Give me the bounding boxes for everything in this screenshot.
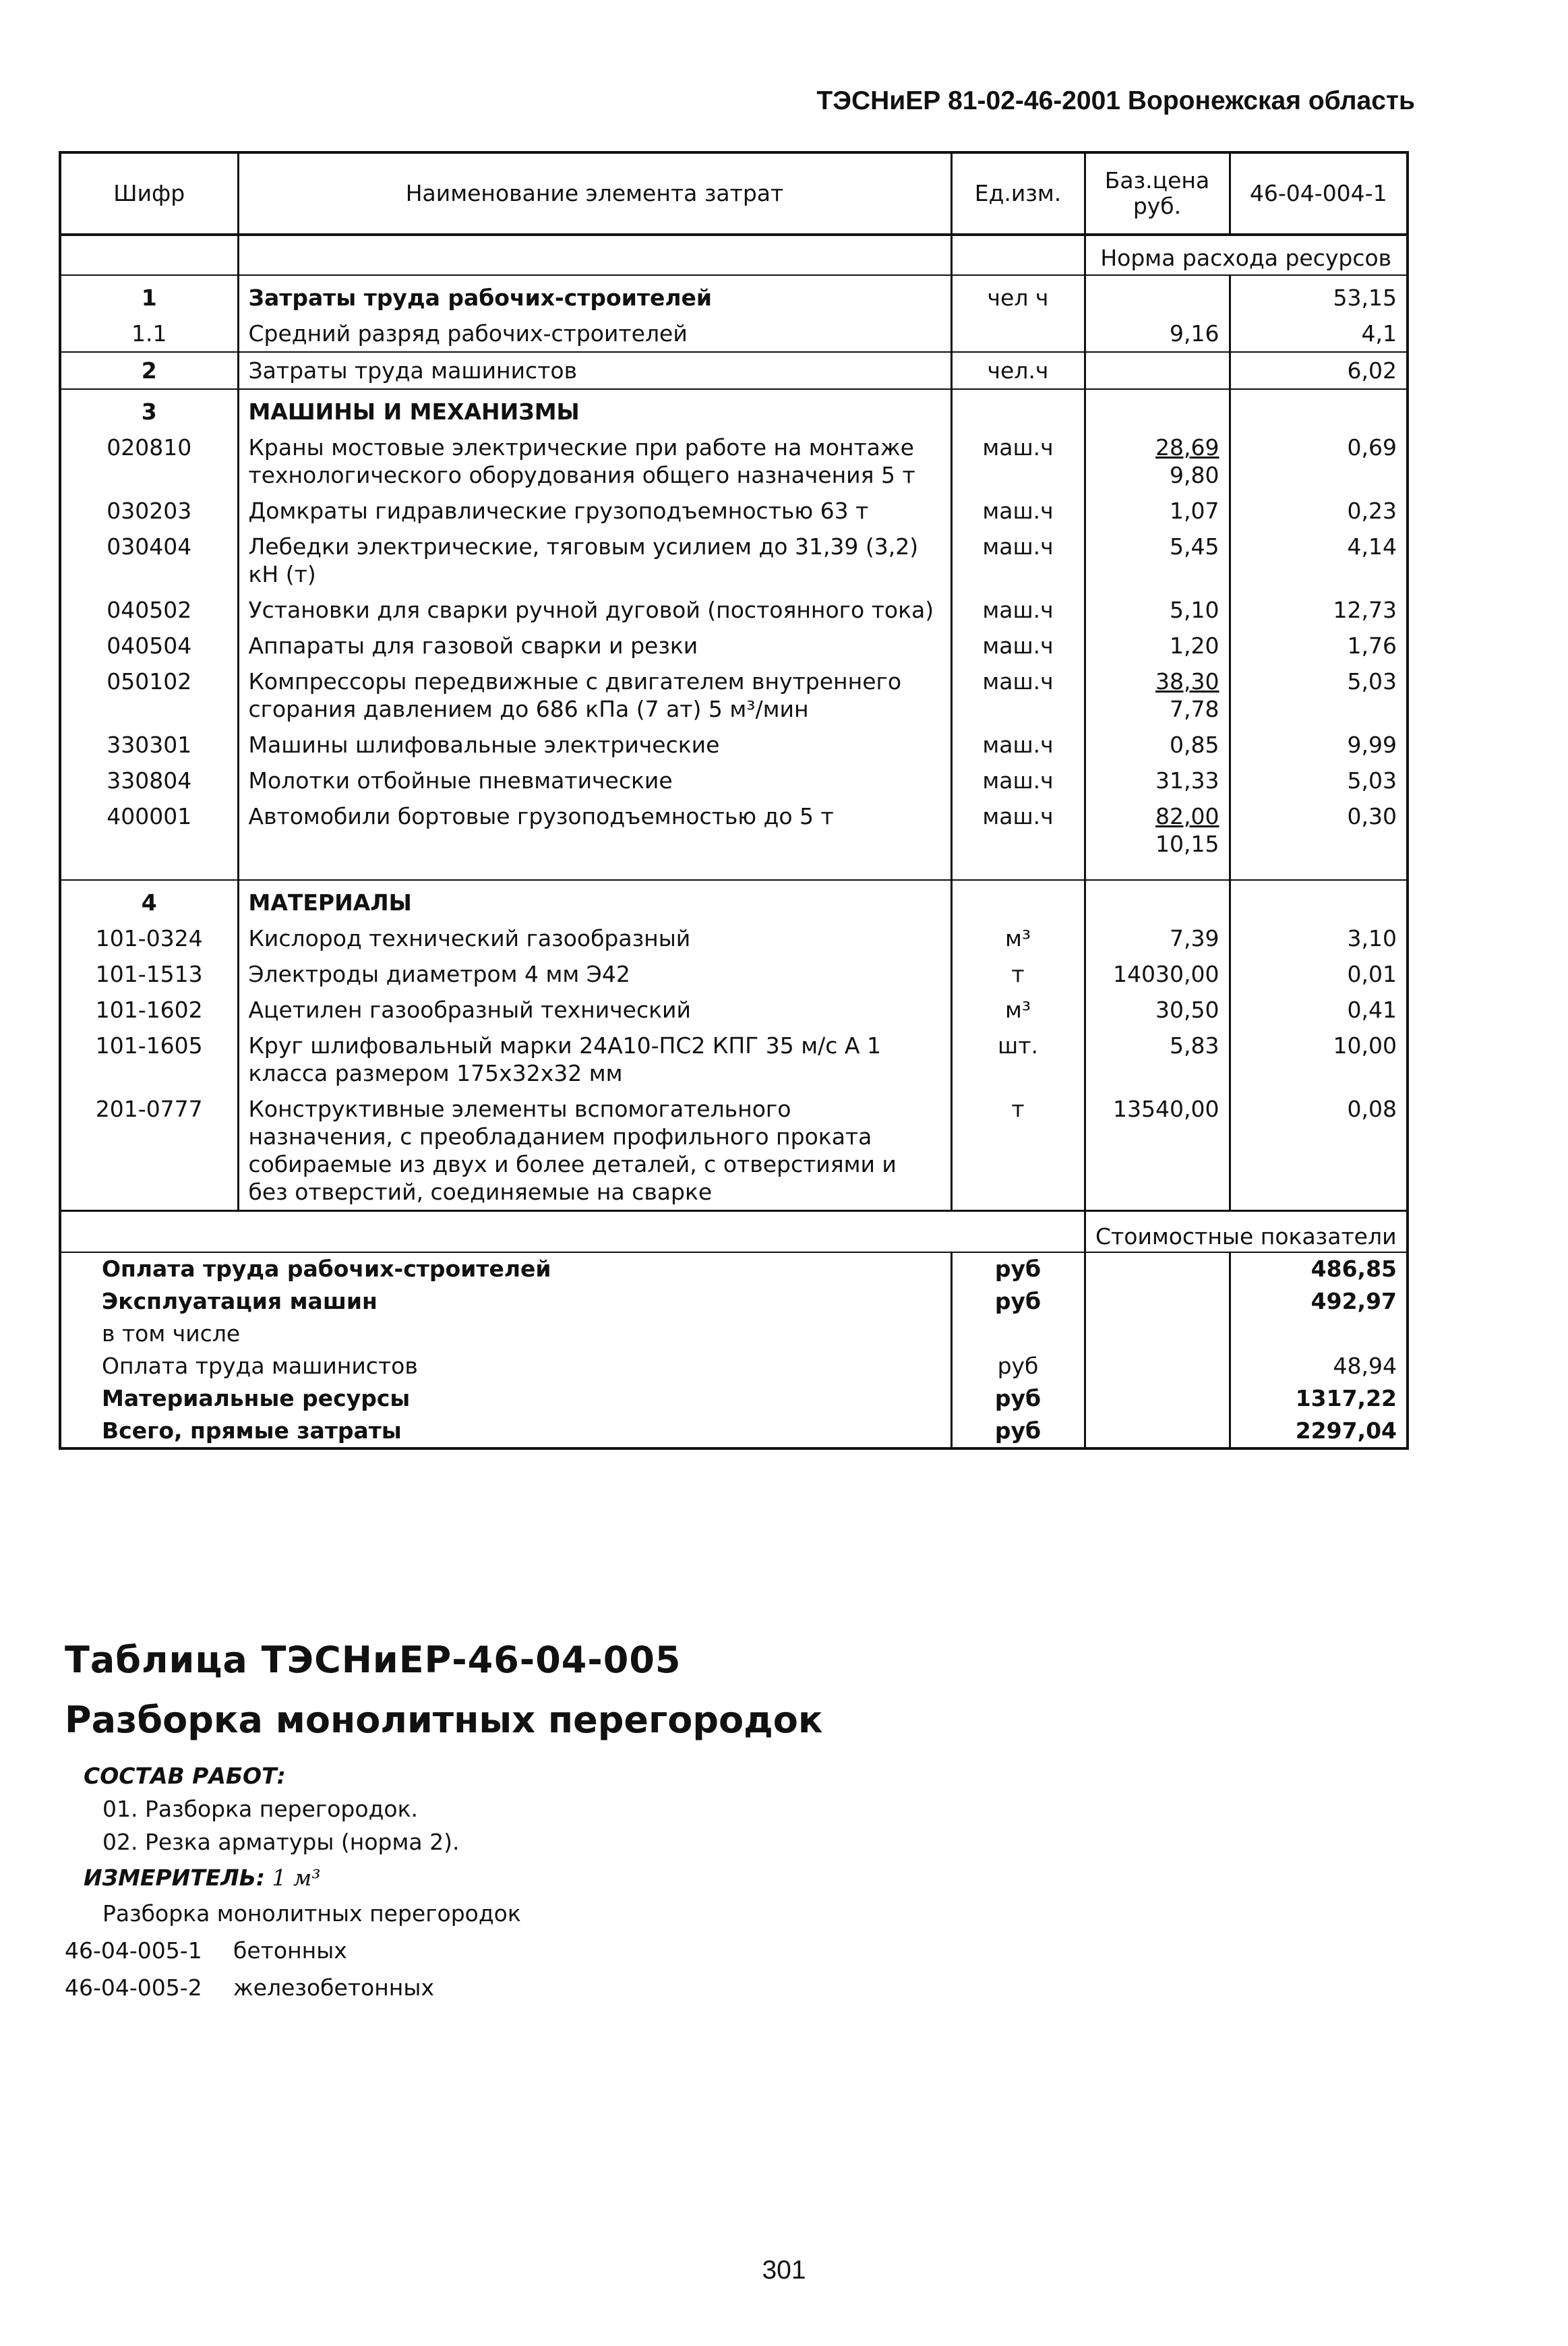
row-price-main: 38,30 xyxy=(1155,668,1219,695)
table-row xyxy=(60,956,1408,992)
cost-label-row xyxy=(60,1211,1408,1253)
total-row xyxy=(60,1350,1408,1382)
total-value: 2297,04 xyxy=(1295,1417,1397,1444)
row-price: 1,20 xyxy=(1085,628,1230,664)
row-price xyxy=(1085,352,1230,389)
total-value: 492,97 xyxy=(1310,1288,1397,1314)
column-header-unit: Ед.изм. xyxy=(951,152,1085,235)
item-code: 46-04-005-2 xyxy=(65,1974,202,2001)
cost-label: Стоимостные показатели xyxy=(1085,1211,1408,1253)
row-code: 400001 xyxy=(60,798,238,862)
list-item xyxy=(65,1974,1413,2001)
page-number: 301 xyxy=(762,2256,806,2285)
item-name: железобетонных xyxy=(233,1974,434,2001)
row-value: 0,08 xyxy=(1347,1096,1397,1122)
row-name: Кислород технический газообразный xyxy=(238,920,951,956)
table-row xyxy=(60,493,1408,529)
row-name: Машины шлифовальные электрические xyxy=(238,727,951,763)
row-unit: маш.ч xyxy=(951,529,1085,592)
next-table-section xyxy=(65,1639,1413,2001)
works-label: СОСТАВ РАБОТ: xyxy=(84,1763,286,1789)
resource-table xyxy=(59,151,1409,1450)
row-name: Установки для сварки ручной дуговой (постоянного тока) xyxy=(238,592,951,628)
row-name: Автомобили бортовые грузоподъемностью до 5 т xyxy=(238,798,951,862)
row-code: 101-1605 xyxy=(60,1028,238,1091)
row-price-main: 82,00 xyxy=(1155,803,1219,829)
row-code: 101-1602 xyxy=(60,992,238,1028)
measure-label: ИЗМЕРИТЕЛЬ: xyxy=(84,1865,266,1891)
total-row xyxy=(60,1285,1408,1318)
row-price: 5,83 xyxy=(1085,1028,1230,1091)
row-price xyxy=(1085,664,1230,727)
row-name: Ацетилен газообразный технический xyxy=(238,992,951,1028)
row-unit: шт. xyxy=(951,1028,1085,1091)
row-name: Затраты труда машинистов xyxy=(238,352,951,389)
table-title: Таблица ТЭСНиЕР-46-04-005 xyxy=(65,1639,682,1681)
total-label: Всего, прямые затраты xyxy=(60,1415,951,1448)
row-price: 1,07 xyxy=(1085,493,1230,529)
row-value: 6,02 xyxy=(1230,352,1408,389)
work-item: 02. Резка арматуры (норма 2). xyxy=(102,1829,460,1855)
total-row xyxy=(60,1252,1408,1285)
row-code: 020810 xyxy=(60,430,238,493)
total-value: 1317,22 xyxy=(1295,1385,1397,1411)
row-price: 31,33 xyxy=(1085,763,1230,798)
total-row xyxy=(60,1318,1408,1350)
table-row xyxy=(60,920,1408,956)
row-unit: м³ xyxy=(951,992,1085,1028)
total-unit: руб xyxy=(951,1415,1085,1448)
row-code: 030203 xyxy=(60,493,238,529)
table-row xyxy=(60,592,1408,628)
row-name: Лебедки электрические, тяговым усилием до 31,39 (3,2) кН (т) xyxy=(238,529,951,592)
row-price-main: 28,69 xyxy=(1155,434,1219,461)
table-row xyxy=(60,763,1408,798)
table-row xyxy=(60,1091,1408,1211)
row-value: 4,1 xyxy=(1361,320,1397,347)
row-code: 030404 xyxy=(60,529,238,592)
list-item xyxy=(65,1937,1413,1964)
row-unit: чел.ч xyxy=(951,352,1085,389)
row-unit: маш.ч xyxy=(951,493,1085,529)
table-row xyxy=(60,628,1408,664)
row-name: Аппараты для газовой сварки и резки xyxy=(238,628,951,664)
column-header-code: Шифр xyxy=(60,152,238,235)
row-value: 0,23 xyxy=(1347,498,1397,524)
row-code: 040502 xyxy=(60,592,238,628)
row-price xyxy=(1085,430,1230,493)
row-unit: маш.ч xyxy=(951,592,1085,628)
table-row xyxy=(60,664,1408,727)
row-price: 5,10 xyxy=(1085,592,1230,628)
row-name: Электроды диаметром 4 мм Э42 xyxy=(238,956,951,992)
total-row xyxy=(60,1415,1408,1448)
total-value: 48,94 xyxy=(1333,1353,1397,1379)
row-code: 330804 xyxy=(60,763,238,798)
total-label: в том числе xyxy=(60,1318,951,1350)
row-unit: т xyxy=(951,1091,1085,1211)
row-value: 9,99 xyxy=(1347,732,1397,758)
total-label: Оплата труда рабочих-строителей xyxy=(60,1252,951,1285)
document-header: ТЭСНиЕР 81-02-46-2001 Воронежская область xyxy=(816,86,1415,115)
total-label: Оплата труда машинистов xyxy=(60,1350,951,1382)
row-unit: чел ч xyxy=(951,275,1085,316)
total-value: 486,85 xyxy=(1310,1256,1397,1282)
column-header-name: Наименование элемента затрат xyxy=(238,152,951,235)
total-unit xyxy=(951,1318,1085,1350)
row-value: 0,41 xyxy=(1347,997,1397,1023)
row-unit: маш.ч xyxy=(951,798,1085,862)
column-header-base-price: Баз.цена руб. xyxy=(1085,152,1230,235)
section-title: МАТЕРИАЛЫ xyxy=(238,880,951,920)
row-price: 14030,00 xyxy=(1085,956,1230,992)
norm-label: Норма расхода ресурсов xyxy=(1085,235,1408,275)
table-row xyxy=(60,992,1408,1028)
table-row xyxy=(60,430,1408,493)
row-code: 201-0777 xyxy=(60,1091,238,1211)
row-price: 13540,00 xyxy=(1085,1091,1230,1211)
total-unit: руб xyxy=(951,1382,1085,1415)
row-price: 7,39 xyxy=(1085,920,1230,956)
norm-label-row xyxy=(60,235,1408,275)
table-row xyxy=(60,316,1408,352)
row-price-secondary: 9,80 xyxy=(1170,462,1219,488)
table-subtitle: Разборка монолитных перегородок xyxy=(65,1699,823,1741)
row-code: 1 xyxy=(60,275,238,316)
section-title: МАШИНЫ И МЕХАНИЗМЫ xyxy=(238,389,951,430)
row-unit: маш.ч xyxy=(951,664,1085,727)
row-value: 53,15 xyxy=(1333,285,1397,311)
row-unit: м³ xyxy=(951,920,1085,956)
row-code: 330301 xyxy=(60,727,238,763)
row-value: 5,03 xyxy=(1347,767,1397,794)
table-row xyxy=(60,352,1408,389)
row-price-secondary: 7,78 xyxy=(1170,696,1219,722)
section-heading-materials xyxy=(60,880,1408,920)
total-unit: руб xyxy=(951,1350,1085,1382)
section-number: 4 xyxy=(60,880,238,920)
row-price xyxy=(1085,798,1230,862)
row-value: 3,10 xyxy=(1347,925,1397,951)
row-value: 4,14 xyxy=(1347,533,1397,560)
item-code: 46-04-005-1 xyxy=(65,1937,202,1964)
table-header-row xyxy=(60,152,1408,235)
row-code: 2 xyxy=(60,352,238,389)
total-unit: руб xyxy=(951,1285,1085,1318)
total-row xyxy=(60,1382,1408,1415)
row-price: 5,45 xyxy=(1085,529,1230,592)
total-label: Эксплуатация машин xyxy=(60,1285,951,1318)
row-unit xyxy=(951,316,1085,352)
row-name: Компрессоры передвижные с двигателем внутреннего сгорания давлением до 686 кПа (7 ат) 5 м³/мин xyxy=(238,664,951,727)
total-value xyxy=(1230,1318,1408,1350)
row-name: Краны мостовые электрические при работе на монтаже технологического оборудования общего назначения 5 т xyxy=(238,430,951,493)
row-code: 050102 xyxy=(60,664,238,727)
row-value: 10,00 xyxy=(1333,1032,1397,1059)
row-unit: маш.ч xyxy=(951,763,1085,798)
row-code: 101-1513 xyxy=(60,956,238,992)
row-unit: т xyxy=(951,956,1085,992)
row-code: 101-0324 xyxy=(60,920,238,956)
total-unit: руб xyxy=(951,1252,1085,1285)
table-row xyxy=(60,727,1408,763)
row-name: Круг шлифовальный марки 24А10-ПС2 КПГ 35 м/с А 1 класса размером 175x32x32 мм xyxy=(238,1028,951,1091)
table-row xyxy=(60,1028,1408,1091)
measure-line xyxy=(84,1865,1413,1891)
row-name: Конструктивные элементы вспомогательного назначения, с преобладанием профильного проката собираемые из двух и более деталей, с отверстиями и без отверстий, соединяемые на сварке xyxy=(238,1091,951,1211)
row-unit: маш.ч xyxy=(951,628,1085,664)
row-value: 0,01 xyxy=(1347,961,1397,987)
row-price-secondary: 10,15 xyxy=(1155,831,1219,857)
table-row xyxy=(60,529,1408,592)
row-unit: маш.ч xyxy=(951,727,1085,763)
row-unit: маш.ч xyxy=(951,430,1085,493)
total-label: Материальные ресурсы xyxy=(60,1382,951,1415)
column-header-norm-code: 46-04-004-1 xyxy=(1230,152,1408,235)
section-number: 3 xyxy=(60,389,238,430)
row-value: 5,03 xyxy=(1347,668,1397,695)
row-value: 0,69 xyxy=(1347,434,1397,461)
table-row xyxy=(60,275,1408,316)
table-row xyxy=(60,798,1408,862)
row-price: 0,85 xyxy=(1085,727,1230,763)
row-name: Молотки отбойные пневматические xyxy=(238,763,951,798)
item-name: бетонных xyxy=(233,1937,347,1964)
row-code: 1.1 xyxy=(60,316,238,352)
measure-description: Разборка монолитных перегородок xyxy=(102,1900,521,1927)
row-value: 0,30 xyxy=(1347,803,1397,829)
section-heading-machines xyxy=(60,389,1408,430)
row-value: 12,73 xyxy=(1333,597,1397,623)
row-name: Средний разряд рабочих-строителей xyxy=(238,316,951,352)
work-item: 01. Разборка перегородок. xyxy=(102,1796,418,1822)
row-price: 9,16 xyxy=(1085,316,1230,352)
row-name: Затраты труда рабочих-строителей xyxy=(238,275,951,316)
measure-value: 1 м³ xyxy=(272,1865,321,1891)
row-price: 30,50 xyxy=(1085,992,1230,1028)
row-price xyxy=(1085,275,1230,316)
row-value: 1,76 xyxy=(1347,633,1397,659)
row-code: 040504 xyxy=(60,628,238,664)
row-name: Домкраты гидравлические грузоподъемностью 63 т xyxy=(238,493,951,529)
